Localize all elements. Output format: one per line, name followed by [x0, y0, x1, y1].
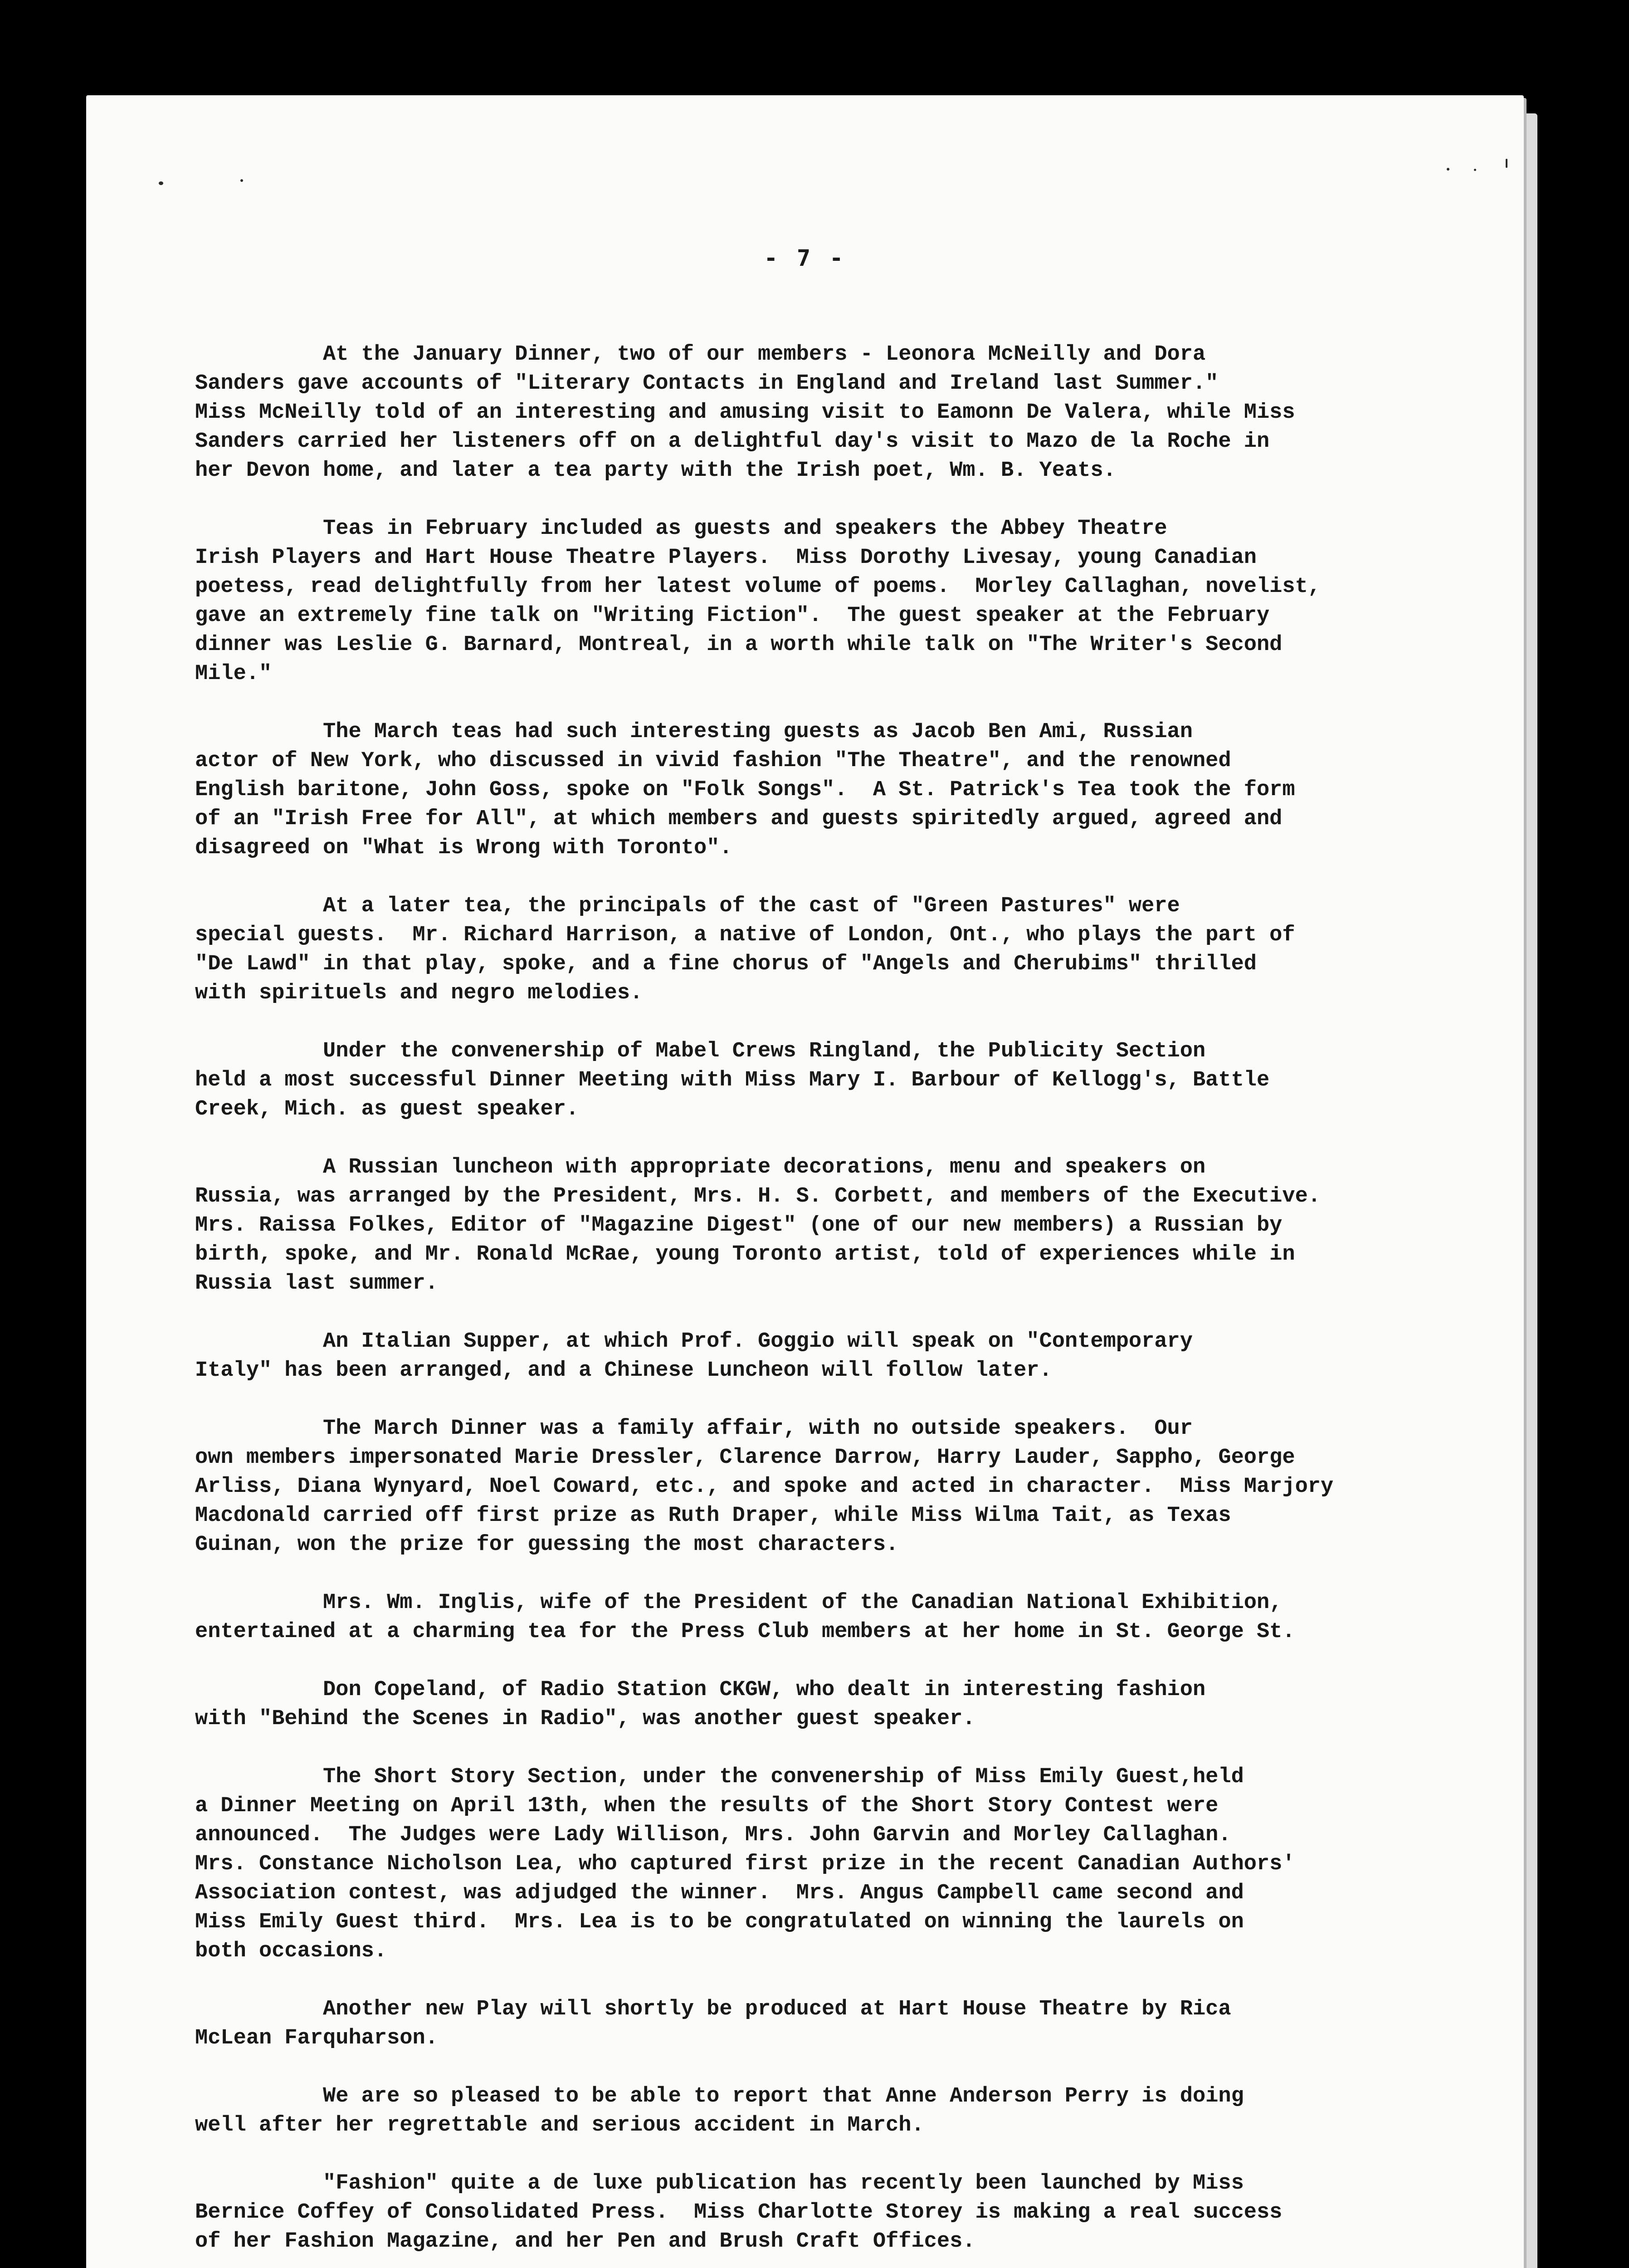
- paragraph: [195, 1589, 1492, 1647]
- text-line: Irish Players and Hart House Theatre Players. Miss Dorothy Livesay, young Canadian: [195, 546, 1257, 570]
- text-line: Association contest, was adjudged the winner. Mrs. Angus Campbell came second and: [195, 1881, 1244, 1905]
- text-line: Arliss, Diana Wynyard, Noel Coward, etc., and spoke and acted in character. Miss Marjory: [195, 1475, 1334, 1499]
- text-line: The March Dinner was a family affair, with no outside speakers. Our: [195, 1417, 1193, 1441]
- text-line: own members impersonated Marie Dressler, Clarence Darrow, Harry Lauder, Sappho, George: [195, 1446, 1295, 1470]
- text-line: Mrs. Constance Nicholson Lea, who captured first prize in the recent Canadian Authors': [195, 1852, 1295, 1876]
- text-line: actor of New York, who discussed in vivid fashion "The Theatre", and the renowned: [195, 749, 1231, 773]
- paragraph: [195, 892, 1492, 1008]
- text-line: Sanders gave accounts of "Literary Contacts in England and Ireland last Summer.": [195, 371, 1219, 396]
- paragraph: [195, 514, 1492, 689]
- text-line: The March teas had such interesting guests as Jacob Ben Ami, Russian: [195, 720, 1193, 744]
- text-line: well after her regrettable and serious accident in March.: [195, 2113, 924, 2137]
- text-line: Miss McNeilly told of an interesting and amusing visit to Eamonn De Valera, while Miss: [195, 401, 1295, 425]
- scan-speck: [1506, 159, 1507, 168]
- text-line: Mile.": [195, 662, 272, 686]
- paragraph: [195, 1676, 1492, 1734]
- paragraph: [195, 1327, 1492, 1385]
- text-line: a Dinner Meeting on April 13th, when the results of the Short Story Contest were: [195, 1794, 1219, 1818]
- text-line: An Italian Supper, at which Prof. Goggio will speak on "Contemporary: [195, 1330, 1193, 1354]
- text-line: Miss Emily Guest third. Mrs. Lea is to be congratulated on winning the laurels on: [195, 1910, 1244, 1934]
- paragraph: [195, 1153, 1492, 1298]
- text-line: both occasions.: [195, 1939, 387, 1963]
- text-line: Guinan, won the prize for guessing the most characters.: [195, 1533, 899, 1557]
- text-line: Teas in February included as guests and speakers the Abbey Theatre: [195, 517, 1167, 541]
- document-body: [195, 340, 1492, 2268]
- paragraph: [195, 718, 1492, 863]
- document-page: [86, 95, 1524, 2268]
- text-line: special guests. Mr. Richard Harrison, a native of London, Ont., who plays the part of: [195, 923, 1295, 947]
- text-line: disagreed on "What is Wrong with Toronto".: [195, 836, 732, 860]
- text-line: McLean Farquharson.: [195, 2026, 438, 2050]
- text-line: announced. The Judges were Lady Willison, Mrs. John Garvin and Morley Callaghan.: [195, 1823, 1231, 1847]
- text-line: At the January Dinner, two of our members - Leonora McNeilly and Dora: [195, 342, 1206, 367]
- text-line: poetess, read delightfully from her latest volume of poems. Morley Callaghan, novelist,: [195, 575, 1321, 599]
- text-line: dinner was Leslie G. Barnard, Montreal, in a worth while talk on "The Writer's Second: [195, 633, 1283, 657]
- paragraph: [195, 2082, 1492, 2140]
- scan-speck: [240, 179, 243, 182]
- scan-speck: [159, 181, 163, 185]
- text-line: A Russian luncheon with appropriate decorations, menu and speakers on: [195, 1155, 1206, 1179]
- text-line: We are so pleased to be able to report that Anne Anderson Perry is doing: [195, 2084, 1244, 2108]
- text-line: Under the convenership of Mabel Crews Ringland, the Publicity Section: [195, 1039, 1206, 1063]
- page-edge-notch: [1501, 848, 1524, 874]
- text-line: Creek, Mich. as guest speaker.: [195, 1097, 579, 1121]
- text-line: Russia, was arranged by the President, Mrs. H. S. Corbett, and members of the Executive.: [195, 1184, 1321, 1208]
- page-number: - 7 -: [764, 245, 846, 271]
- paragraph: [195, 1763, 1492, 1966]
- paragraph: [195, 340, 1492, 485]
- text-line: of her Fashion Magazine, and her Pen and Brush Craft Offices.: [195, 2229, 975, 2253]
- text-line: Macdonald carried off first prize as Ruth Draper, while Miss Wilma Tait, as Texas: [195, 1504, 1231, 1528]
- text-line: Another new Play will shortly be produced at Hart House Theatre by Rica: [195, 1997, 1231, 2021]
- scan-speck: [1447, 168, 1449, 171]
- text-line: with "Behind the Scenes in Radio", was another guest speaker.: [195, 1707, 975, 1731]
- text-line: Sanders carried her listeners off on a delightful day's visit to Mazo de la Roche in: [195, 430, 1270, 454]
- text-line: with spirituels and negro melodies.: [195, 981, 643, 1005]
- text-line: held a most successful Dinner Meeting with Miss Mary I. Barbour of Kellogg's, Battle: [195, 1068, 1270, 1092]
- text-line: Mrs. Raissa Folkes, Editor of "Magazine Digest" (one of our new members) a Russian by: [195, 1213, 1283, 1237]
- text-line: birth, spoke, and Mr. Ronald McRae, young Toronto artist, told of experiences while in: [195, 1242, 1295, 1266]
- text-line: her Devon home, and later a tea party with the Irish poet, Wm. B. Yeats.: [195, 459, 1116, 483]
- text-line: gave an extremely fine talk on "Writing Fiction". The guest speaker at the February: [195, 604, 1270, 628]
- text-line: English baritone, John Goss, spoke on "Folk Songs". A St. Patrick's Tea took the form: [195, 778, 1295, 802]
- text-line: The Short Story Section, under the convenership of Miss Emily Guest,held: [195, 1765, 1244, 1789]
- text-line: At a later tea, the principals of the cast of "Green Pastures" were: [195, 894, 1180, 918]
- text-line: Mrs. Wm. Inglis, wife of the President of the Canadian National Exhibition,: [195, 1591, 1283, 1615]
- text-line: Russia last summer.: [195, 1271, 438, 1295]
- text-line: entertained at a charming tea for the Press Club members at her home in St. George St.: [195, 1620, 1295, 1644]
- text-line: "De Lawd" in that play, spoke, and a fine chorus of "Angels and Cherubims" thrilled: [195, 952, 1257, 976]
- scan-speck: [1474, 169, 1476, 171]
- paragraph: [195, 1414, 1492, 1559]
- paragraph: [195, 1037, 1492, 1124]
- paragraph: [195, 2169, 1492, 2256]
- text-line: "Fashion" quite a de luxe publication has recently been launched by Miss: [195, 2171, 1244, 2195]
- text-line: Italy" has been arranged, and a Chinese Luncheon will follow later.: [195, 1359, 1052, 1383]
- text-line: Bernice Coffey of Consolidated Press. Miss Charlotte Storey is making a real success: [195, 2200, 1283, 2224]
- text-line: Don Copeland, of Radio Station CKGW, who dealt in interesting fashion: [195, 1678, 1206, 1702]
- text-line: of an "Irish Free for All", at which members and guests spiritedly argued, agreed and: [195, 807, 1283, 831]
- paragraph: [195, 1995, 1492, 2053]
